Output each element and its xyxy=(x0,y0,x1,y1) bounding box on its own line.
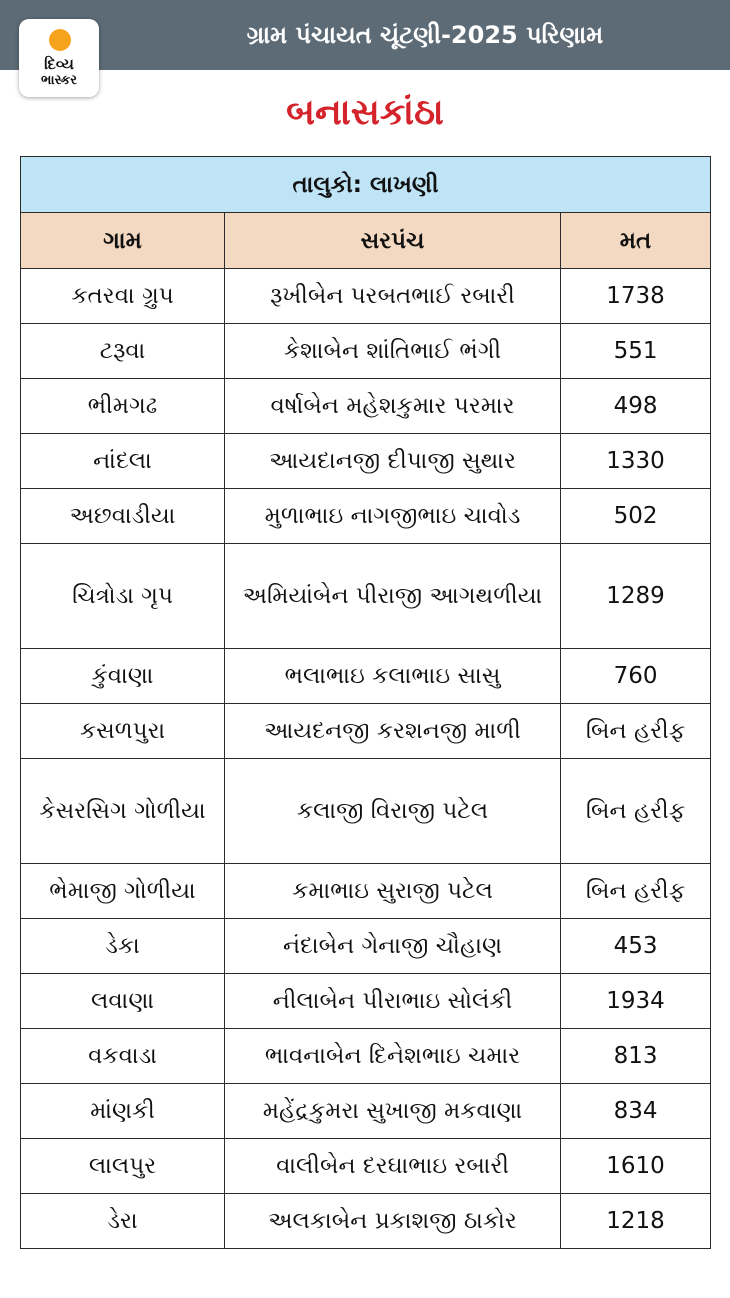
votes-cell: 1218 xyxy=(561,1194,711,1249)
votes-cell: 1289 xyxy=(561,544,711,649)
table-row xyxy=(21,1029,711,1084)
table-row xyxy=(21,759,711,864)
sarpanch-cell: આયદાનજી દીપાજી સુથાર xyxy=(225,434,561,489)
sarpanch-cell: કલાજી વિરાજી પટેલ xyxy=(225,759,561,864)
table-row xyxy=(21,1084,711,1139)
votes-cell: 834 xyxy=(561,1084,711,1139)
sarpanch-cell: વર્ષાબેન મહેશકુમાર પરમાર xyxy=(225,379,561,434)
top-banner xyxy=(0,0,730,70)
sarpanch-cell: નીલાબેન પીરાભાઇ સોલંકી xyxy=(225,974,561,1029)
village-cell: માંણકી xyxy=(21,1084,225,1139)
village-cell: ડેકા xyxy=(21,919,225,974)
village-cell: વકવાડા xyxy=(21,1029,225,1084)
table-row xyxy=(21,1139,711,1194)
votes-cell: 1330 xyxy=(561,434,711,489)
sarpanch-cell: વાલીબેન દરઘાભાઇ રબારી xyxy=(225,1139,561,1194)
village-cell: લવાણા xyxy=(21,974,225,1029)
votes-cell: 1738 xyxy=(561,269,711,324)
table-row xyxy=(21,489,711,544)
votes-cell: બિન હરીફ xyxy=(561,864,711,919)
results-table xyxy=(20,156,711,1249)
banner-title: ગ્રામ પંચાયત ચૂંટણી-2025 પરિણામ xyxy=(246,21,604,49)
table-row xyxy=(21,544,711,649)
votes-cell: બિન હરીફ xyxy=(561,704,711,759)
table-row xyxy=(21,864,711,919)
votes-cell: 1934 xyxy=(561,974,711,1029)
table-row xyxy=(21,974,711,1029)
sarpanch-cell: ભલાભાઇ કલાભાઇ સાસુ xyxy=(225,649,561,704)
village-cell: ચિત્રોડા ગૃપ xyxy=(21,544,225,649)
table-row xyxy=(21,919,711,974)
village-cell: કસળપુરા xyxy=(21,704,225,759)
village-cell: ભેમાજી ગોળીયા xyxy=(21,864,225,919)
village-cell: અછવાડીયા xyxy=(21,489,225,544)
sarpanch-cell: રૂખીબેન પરબતભાઈ રબારી xyxy=(225,269,561,324)
logo-text-line2: ભાસ્કર xyxy=(41,73,77,88)
village-cell: નાંદલા xyxy=(21,434,225,489)
sarpanch-cell: ભાવનાબેન દિનેશભાઇ ચમાર xyxy=(225,1029,561,1084)
sarpanch-cell: કેશાબેન શાંતિભાઈ ભંગી xyxy=(225,324,561,379)
table-row xyxy=(21,1194,711,1249)
column-header-sarpanch: સરપંચ xyxy=(225,213,561,269)
village-cell: કતરવા ગ્રુપ xyxy=(21,269,225,324)
sarpanch-cell: આયદનજી કરશનજી માળી xyxy=(225,704,561,759)
sarpanch-cell: નંદાબેન ગેનાજી ચૌહાણ xyxy=(225,919,561,974)
votes-cell: 453 xyxy=(561,919,711,974)
column-header-votes: મત xyxy=(561,213,711,269)
table-row xyxy=(21,704,711,759)
sarpanch-cell: મહેંદ્રકુમરા સુખાજી મકવાણા xyxy=(225,1084,561,1139)
logo-text-line1: દિવ્ય xyxy=(44,55,74,73)
sarpanch-cell: કમાભાઇ સુરાજી પટેલ xyxy=(225,864,561,919)
table-row xyxy=(21,324,711,379)
village-cell: કેસરસિગ ગોળીયા xyxy=(21,759,225,864)
village-cell: ડેરા xyxy=(21,1194,225,1249)
votes-cell: 760 xyxy=(561,649,711,704)
village-cell: કુંવાણા xyxy=(21,649,225,704)
column-header-village: ગામ xyxy=(21,213,225,269)
sun-icon xyxy=(49,29,71,51)
table-row xyxy=(21,649,711,704)
village-cell: ભીમગઢ xyxy=(21,379,225,434)
table-row xyxy=(21,379,711,434)
table-row xyxy=(21,269,711,324)
sarpanch-cell: મુળાભાઇ નાગજીભાઇ ચાવોડ xyxy=(225,489,561,544)
votes-cell: 498 xyxy=(561,379,711,434)
votes-cell: 1610 xyxy=(561,1139,711,1194)
table-row xyxy=(21,434,711,489)
district-title: બનાસકાંઠા xyxy=(286,92,444,133)
sarpanch-cell: અમિયાંબેન પીરાજી આગથળીયા xyxy=(225,544,561,649)
village-cell: ટરૂવા xyxy=(21,324,225,379)
votes-cell: બિન હરીફ xyxy=(561,759,711,864)
sarpanch-cell: અલકાબેન પ્રકાશજી ઠાકોર xyxy=(225,1194,561,1249)
votes-cell: 551 xyxy=(561,324,711,379)
votes-cell: 502 xyxy=(561,489,711,544)
votes-cell: 813 xyxy=(561,1029,711,1084)
village-cell: લાલપુર xyxy=(21,1139,225,1194)
taluka-header: તાલુકો: લાખણી xyxy=(21,157,711,213)
